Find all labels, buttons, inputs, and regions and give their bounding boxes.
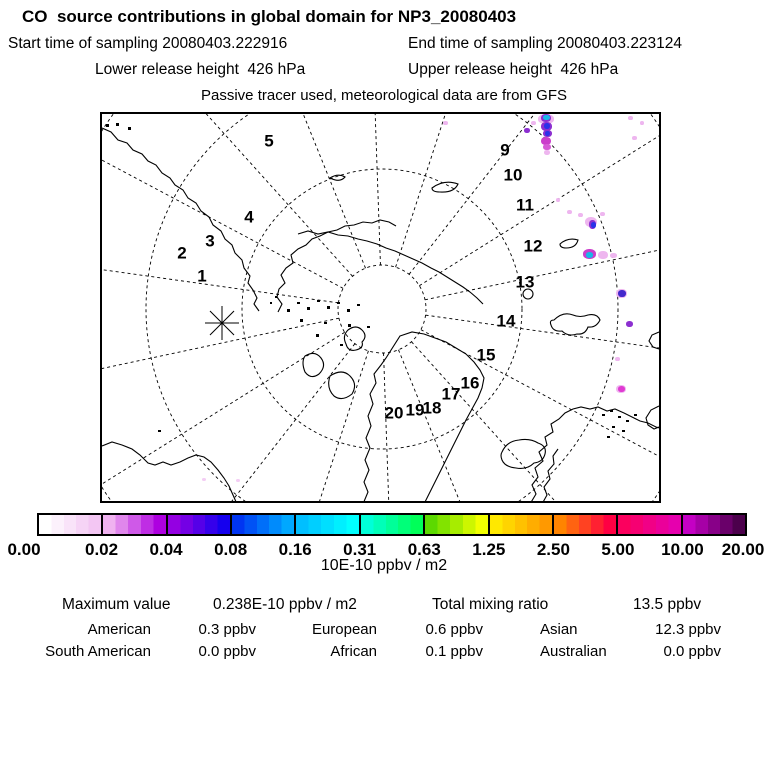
max-value-label: Maximum value	[62, 596, 171, 613]
plume-patch	[640, 121, 644, 125]
plume-patch	[626, 321, 633, 327]
colorbar-segment	[618, 515, 682, 534]
region-value: 0.0 ppbv	[198, 642, 256, 660]
start-time-text: Start time of sampling 20080403.222916	[8, 35, 288, 52]
plume-patch	[610, 253, 617, 258]
trajectory-point-number: 13	[515, 272, 535, 292]
plume-patch	[236, 479, 240, 482]
region-value: 0.1 ppbv	[425, 642, 483, 660]
colorbar-tick-label: 0.31	[343, 540, 377, 559]
graticule-grid	[102, 114, 659, 501]
trajectory-point-number: 19	[405, 400, 425, 420]
plume-patch	[615, 357, 620, 361]
trajectory-point-number: 5	[264, 131, 274, 151]
plume-patch	[591, 222, 596, 228]
region-name: South American	[45, 642, 151, 660]
figure-title: CO source contributions in global domain for NP3_20080403	[22, 7, 517, 26]
colorbar-tick-label: 5.00	[601, 540, 635, 559]
trajectory-point-number: 11	[516, 195, 534, 215]
colorbar-segment	[168, 515, 232, 534]
trajectory-point-number: 2	[177, 243, 187, 263]
plume-patch	[618, 290, 626, 297]
region-name: European	[311, 620, 377, 638]
colorbar-tick-label: 20.00	[721, 540, 765, 559]
colorbar-segment	[232, 515, 296, 534]
trajectory-point-number: 9	[500, 140, 510, 160]
trajectory-point-number: 16	[460, 373, 480, 393]
colorbar-tick-label: 1.25	[472, 540, 506, 559]
upper-release-text: Upper release height 426 hPa	[408, 61, 619, 78]
plume-patch	[543, 115, 550, 120]
trajectory-point-number: 10	[503, 165, 523, 185]
trajectory-point-number: 4	[244, 207, 254, 227]
colorbar-tick-label: 0.00	[7, 540, 41, 559]
plume-patch	[556, 198, 560, 202]
colorbar-segment	[490, 515, 554, 534]
plume-patch	[202, 478, 206, 481]
colorbar	[37, 513, 747, 536]
region-value: 12.3 ppbv	[655, 620, 721, 638]
tracer-note-text: Passive tracer used, meteorological data are from GFS	[201, 87, 567, 104]
plume-patch	[544, 150, 550, 155]
colorbar-segment	[425, 515, 489, 534]
region-name: Asian	[540, 620, 578, 638]
trajectory-point-number: 15	[476, 345, 496, 365]
region-value: 0.6 ppbv	[425, 620, 483, 638]
trajectory-point-number: 17	[441, 384, 461, 404]
max-value-number: 0.238E-10 ppbv / m2	[213, 596, 357, 613]
colorbar-tick-label: 0.02	[84, 540, 119, 559]
plume-patch	[586, 252, 593, 258]
trajectory-point-number: 1	[197, 266, 207, 286]
map-canvas	[102, 114, 659, 501]
plume-patch	[578, 213, 583, 217]
trajectory-point-number: 3	[205, 231, 215, 251]
region-name: African	[330, 642, 377, 660]
region-value: 0.0 ppbv	[663, 642, 721, 660]
colorbar-tick-label: 0.16	[278, 540, 312, 559]
plume-patch	[531, 121, 536, 125]
plume-patch	[544, 123, 550, 129]
colorbar-unit-label: 10E-10 ppbv / m2	[320, 557, 448, 574]
trajectory-point-number: 20	[384, 403, 404, 423]
colorbar-tick-label: 0.63	[407, 540, 441, 559]
colorbar-segment	[683, 515, 745, 534]
region-value: 0.3 ppbv	[198, 620, 256, 638]
trajectory-point-number: 18	[422, 398, 442, 418]
coastlines	[102, 128, 659, 501]
plume-patch	[545, 131, 550, 136]
total-mixing-ratio-label: Total mixing ratio	[432, 596, 549, 613]
plume-patch	[632, 136, 637, 140]
polar-map	[100, 112, 661, 503]
lower-release-text: Lower release height 426 hPa	[95, 61, 306, 78]
trajectory-point-number: 12	[523, 236, 543, 256]
station-marker-asterisk	[205, 306, 239, 340]
region-name: American	[87, 620, 151, 638]
total-mixing-ratio-value: 13.5 ppbv	[633, 596, 702, 613]
plume-patch	[524, 128, 530, 133]
colorbar-tick-label: 10.00	[661, 540, 704, 559]
colorbar-tick-label: 2.50	[536, 540, 570, 559]
plume-patch	[618, 386, 625, 392]
colorbar-segment	[361, 515, 425, 534]
region-contributions-table	[0, 618, 721, 662]
plume-patch	[600, 212, 605, 216]
plume-patch	[598, 251, 608, 259]
plume-patch	[443, 121, 448, 125]
plume-patch	[567, 210, 572, 214]
colorbar-segment	[296, 515, 360, 534]
end-time-text: End time of sampling 20080403.223124	[408, 35, 683, 52]
region-name: Australian	[540, 642, 607, 660]
plume-patch	[628, 116, 633, 120]
colorbar-segment	[39, 515, 103, 534]
colorbar-segment	[554, 515, 618, 534]
colorbar-tick-label: 0.04	[149, 540, 183, 559]
colorbar-segment	[103, 515, 167, 534]
colorbar-tick-label: 0.08	[214, 540, 248, 559]
trajectory-point-number: 14	[496, 311, 516, 331]
